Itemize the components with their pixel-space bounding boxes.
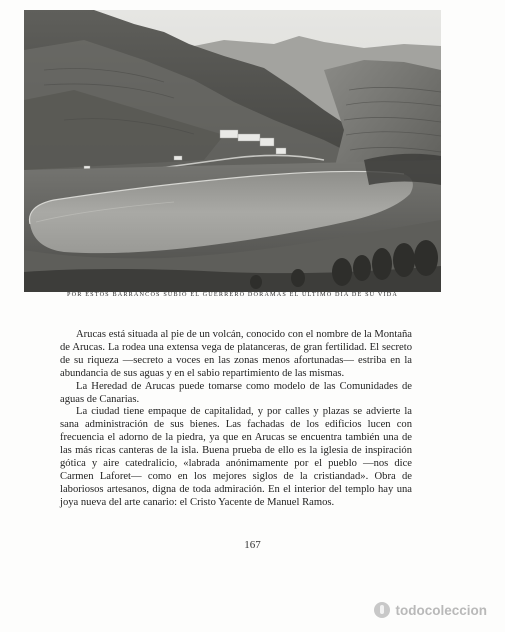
paragraph: La ciudad tiene empaque de capitalidad, y por calles y plazas se advierte la sana administración de sus bienes. Las fachadas de los edificios lucen con frecuencia el adorno de la piedra, ya que en Arucas se encuentra también una de las más ricas canteras de la isla. Buena prueba de ello es la iglesia de inspiración gótica y aire catedralicio, «labrada anónimamente por el pueblo —nos dice Carmen Laforet— como en los mejores siglos de la cristiandad». Obra de laboriosos artesanos, digna de toda admiración. En el interior del templo hay una joya nueva del arte canario: el Cristo Yacente de Manuel Ramos.	[60, 406, 412, 508]
todocoleccion-logo-icon	[374, 602, 390, 618]
page-number: 167	[244, 539, 261, 551]
photo-caption: POR ESTOS BARRANCOS SUBIÓ EL GUERRERO DORAMAS EL ÚLTIMO DÍA DE SU VIDA	[67, 291, 398, 298]
paragraph: Arucas está situada al pie de un volcán, conocido con el nombre de la Montaña de Arucas. La rodea una extensa vega de platanceras, de gran fertilidad. El secreto de su riqueza —secreto a voces en las zonas menos afortunadas— estriba en la abundancia de sus aguas y en el sabio repartimiento de las mismas.	[60, 329, 412, 379]
reservoir-valley-image	[24, 10, 441, 292]
article-body	[60, 329, 412, 510]
watermark-text: todocoleccion	[395, 602, 487, 618]
landscape-photo	[24, 10, 441, 292]
watermark	[374, 602, 487, 618]
paragraph: La Heredad de Arucas puede tomarse como modelo de las Comunidades de aguas de Canarias.	[60, 380, 412, 405]
